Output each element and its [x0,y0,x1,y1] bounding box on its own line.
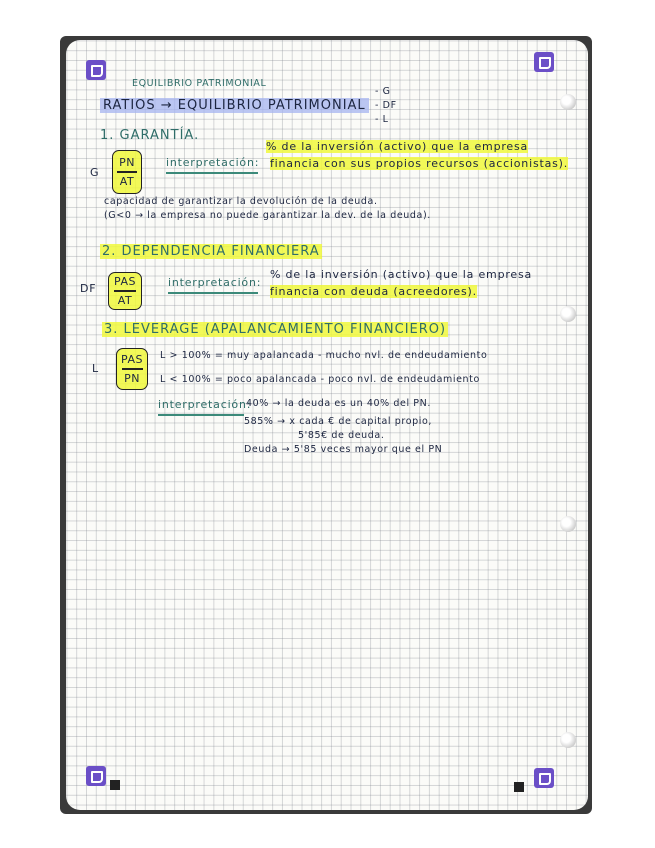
notebook-logo-icon [534,768,554,788]
notebook-logo-icon [534,52,554,72]
ratio-numerator: PAS [114,275,136,289]
interp-line-3: 5'85€ de deuda. [298,430,385,441]
corner-mark [110,780,120,790]
leverage-rule-2: L < 100% = poco apalancada - poco nvl. de endeudamiento [160,374,480,385]
section-title-leverage: 3. LEVERAGE (APALANCAMIENTO FINANCIERO) [104,322,447,337]
ratio-denominator: AT [119,174,135,188]
binder-hole-4 [560,732,576,748]
ratio-box-dependencia [108,272,142,310]
leverage-rule-1: L > 100% = muy apalancada - mucho nvl. de endeudamiento [160,350,488,361]
underline [158,414,244,416]
binder-hole-2 [560,306,576,322]
underline [168,292,258,294]
notebook-logo-icon [86,766,106,786]
binder-hole-3 [560,516,576,532]
side-letter-l: - L [375,114,389,125]
interp-label-dependencia: interpretación: [168,276,262,289]
ratio-box-garantia [112,150,142,194]
interp-line-1: % de la inversión (activo) que la empresa [270,268,533,281]
ratio-box-leverage [116,348,148,390]
underline [166,172,258,174]
ratio-letter-df: DF [80,282,97,295]
interp-line-4: Deuda → 5'85 veces mayor que el PN [244,444,443,455]
heading-small: EQUILIBRIO PATRIMONIAL [132,78,267,89]
corner-mark [514,782,524,792]
side-letter-g: - G [375,86,391,97]
ratio-denominator: PN [124,371,140,385]
interp-line-2: financia con deuda (acreedores). [270,285,477,298]
interp-line-1: 40% → la deuda es un 40% del PN. [246,398,431,409]
note-line-2: (G<0 → la empresa no puede garantizar la dev. de la deuda). [104,210,431,221]
ratio-numerator: PAS [121,353,143,367]
heading-main: RATIOS → EQUILIBRIO PATRIMONIAL [100,98,369,113]
interp-line-2: 585% → x cada € de capital propio, [244,416,433,427]
section-title-garantia: 1. GARANTÍA. [100,128,200,143]
ratio-letter-g: G [90,166,100,179]
ratio-denominator: AT [117,293,133,307]
interp-line-1: % de la inversión (activo) que la empresa [266,140,529,153]
note-line-1: capacidad de garantizar la devolución de la deuda. [104,196,378,207]
interp-label-leverage: interpretación: [158,398,252,411]
binder-hole-1 [560,94,576,110]
side-letter-df: - DF [375,100,397,111]
ratio-letter-l: L [92,362,99,375]
ratio-numerator: PN [119,156,135,170]
interp-line-2: financia con sus propios recursos (accionistas). [270,157,569,170]
section-title-dependencia: 2. DEPENDENCIA FINANCIERA [102,244,320,259]
interp-label-garantia: interpretación: [166,156,260,169]
notebook-logo-icon [86,60,106,80]
